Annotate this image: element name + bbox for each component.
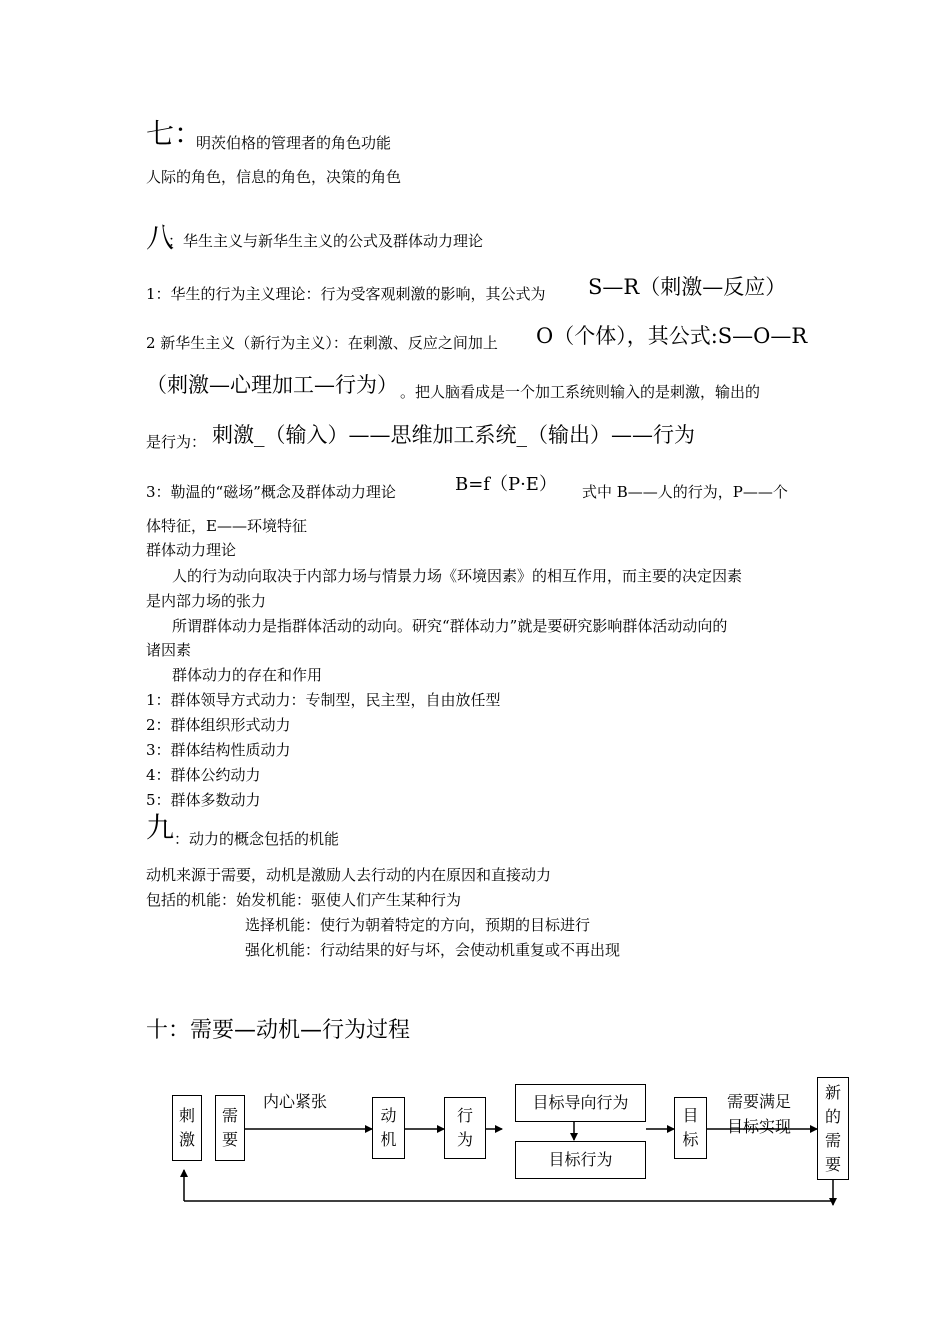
box-goal-oriented-behavior: 目标导向行为 [515, 1084, 646, 1122]
section9-title: ：动力的概念包括的机能 [174, 830, 340, 848]
list-item: 4：群体公约动力 [146, 766, 261, 784]
neo-watson-formula: O（个体），其公式:S—O—R [536, 324, 808, 348]
section9-line4: 强化机能：行动结果的好与坏，会使动机重复或不再出现 [245, 941, 621, 959]
lewin-formula: B=f（P·E） [455, 474, 557, 495]
watson-formula-text: 1：华生的行为主义理论：行为受客观刺激的影响，其公式为 [146, 285, 546, 303]
box-goal-behavior: 目标行为 [515, 1141, 646, 1179]
neo-watson-formula-explain: （刺激—心理加工—行为） [146, 373, 398, 397]
section10-heading: 十：需要—动机—行为过程 [146, 1018, 411, 1043]
box-goal: 目标 [674, 1097, 707, 1159]
section9-line2: 包括的机能：始发机能：驱使人们产生某种行为 [146, 891, 462, 909]
lewin-formula-explain-cont: 体特征，E——环境特征 [146, 517, 307, 535]
box-stimulus: 刺激 [172, 1095, 202, 1161]
group-dynamics-p2-cont: 诸因素 [146, 641, 192, 659]
group-dynamics-subtitle: 群体动力的存在和作用 [172, 666, 323, 684]
section7-number: 七： [146, 117, 203, 150]
label-need-satisfied: 需要满足 [727, 1092, 792, 1111]
section9-number: 九 [146, 811, 175, 844]
group-dynamics-p1-cont: 是内部力场的张力 [146, 592, 267, 610]
label-inner-tension: 内心紧张 [263, 1092, 328, 1111]
processing-chain: 刺激_（输入）——思维加工系统_（输出）——行为 [212, 423, 695, 447]
neo-watson-desc-cont: 是行为： [146, 433, 207, 451]
section8-title: ：华生主义与新华生主义的公式及群体动力理论 [168, 232, 484, 250]
section8-number: 八 [146, 221, 175, 254]
group-dynamics-title: 群体动力理论 [146, 541, 237, 559]
list-item: 3：群体结构性质动力 [146, 741, 291, 759]
list-item: 2：群体组织形式动力 [146, 716, 291, 734]
section9-line1: 动机来源于需要，动机是激励人去行动的内在原因和直接动力 [146, 866, 552, 884]
group-dynamics-p2: 所谓群体动力是指群体活动的动向。研究“群体动力”就是要研究影响群体活动动向的 [172, 617, 728, 635]
section7-title: 明茨伯格的管理者的角色功能 [196, 134, 392, 152]
box-new-need: 新的需要 [817, 1077, 849, 1180]
list-item: 5：群体多数动力 [146, 791, 261, 809]
label-goal-achieved: 目标实现 [727, 1117, 792, 1136]
group-dynamics-p1: 人的行为动向取决于内部力场与情景力场《环境因素》的相互作用，而主要的决定因素 [172, 567, 743, 585]
box-behavior: 行为 [444, 1097, 486, 1159]
box-need: 需要 [215, 1095, 245, 1161]
section7-line: 人际的角色，信息的角色，决策的角色 [146, 168, 402, 186]
watson-formula: S—R（刺激—反应） [588, 275, 787, 299]
lewin-text: 3：勒温的“磁场”概念及群体动力理论 [146, 483, 396, 501]
box-motive: 动机 [372, 1097, 405, 1159]
section9-line3: 选择机能：使行为朝着特定的方向，预期的目标进行 [245, 916, 591, 934]
list-item: 1：群体领导方式动力：专制型，民主型，自由放任型 [146, 691, 501, 709]
neo-watson-text: 2 新华生主义（新行为主义）：在刺激、反应之间加上 [146, 334, 498, 352]
neo-watson-desc: 。把人脑看成是一个加工系统则输入的是刺激，输出的 [400, 383, 761, 401]
lewin-formula-explain: 式中 B——人的行为，P——个 [582, 483, 788, 501]
